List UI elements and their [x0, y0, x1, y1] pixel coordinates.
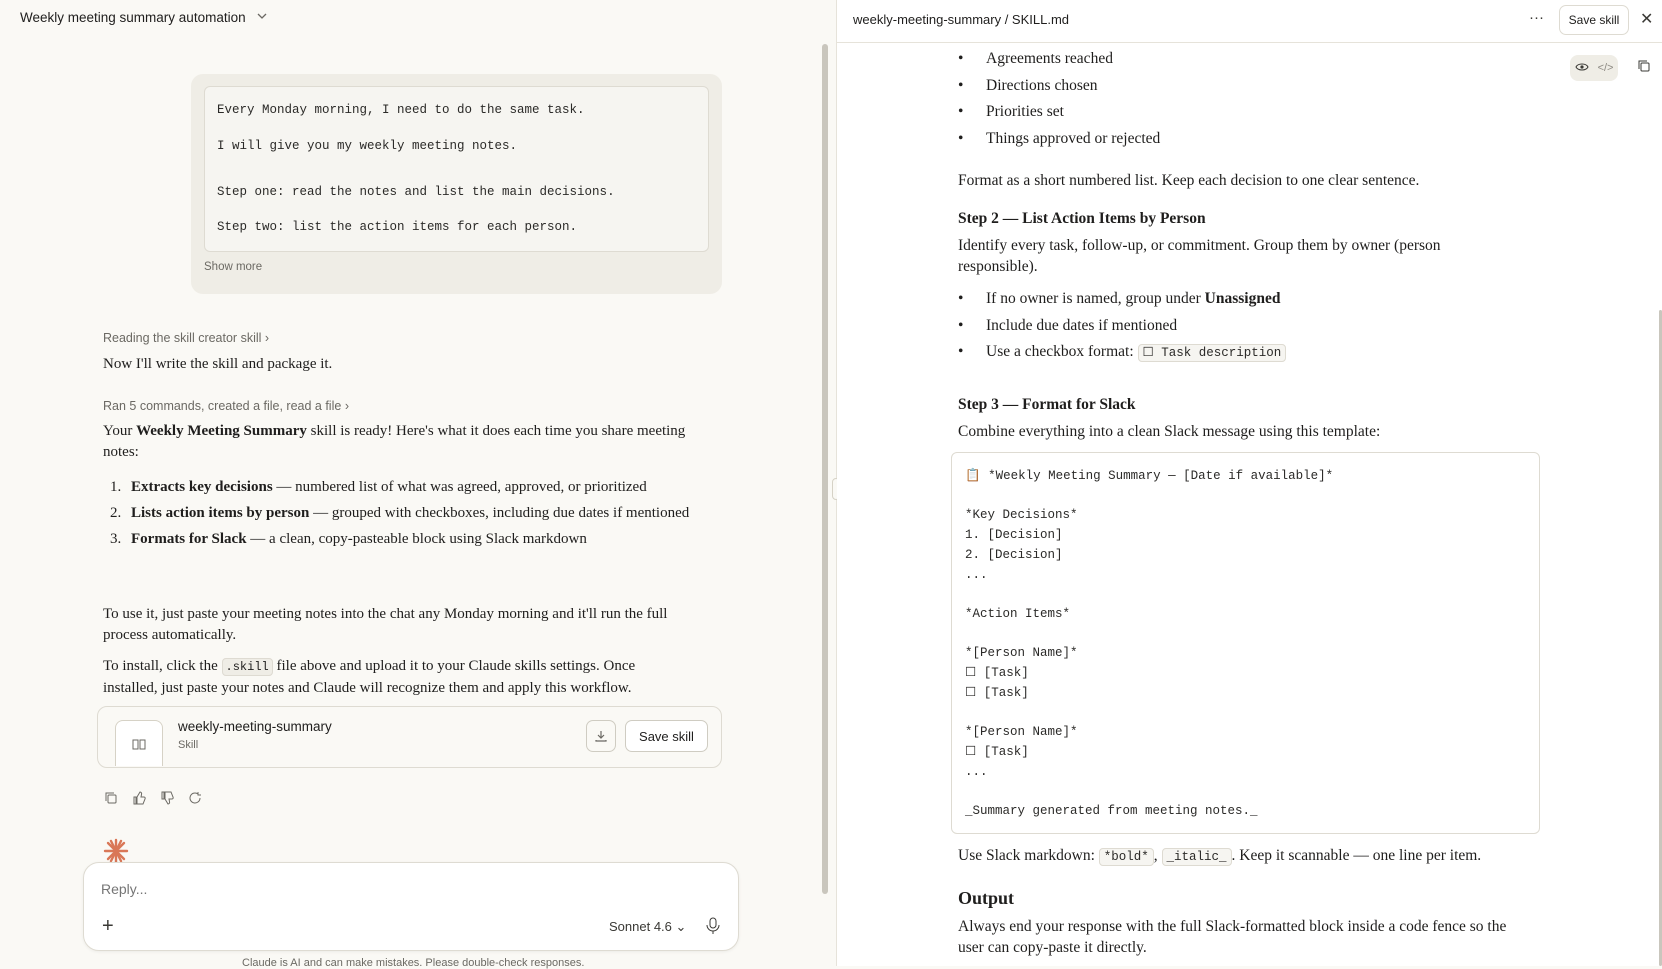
list-number: 2.: [110, 505, 122, 521]
output-heading-wrap: [958, 888, 1478, 909]
skill-file-card[interactable]: [97, 706, 722, 768]
reading-skill-label: Reading the skill creator skill: [103, 331, 262, 345]
install-paragraph: [103, 656, 693, 699]
reading-skill-link[interactable]: [103, 331, 269, 345]
bullet-text: If no owner is named, group under: [986, 290, 1205, 307]
file-preview-panel: [837, 0, 1662, 966]
file-breadcrumb: weekly-meeting-summary / SKILL.md: [853, 12, 1070, 27]
list-bold: Formats for Slack: [131, 531, 247, 547]
disclaimer: Claude is AI and can make mistakes. Please double-check responses.: [242, 957, 585, 969]
save-skill-button[interactable]: Save skill: [1559, 5, 1629, 35]
slack-sep: ,: [1153, 847, 1162, 864]
download-icon: [594, 729, 608, 743]
install-post: file above and upload it to your Claude skills settings. Once installed, just paste your notes and Claude will recognize them and apply this workflow.: [103, 658, 636, 696]
bullet-bold: Unassigned: [1204, 290, 1281, 307]
output-text: Always end your response with the full Slack-formatted block inside a code fence so the user can copy-paste it directly.: [958, 918, 1507, 956]
step2-text: Identify every task, follow-up, or commitment. Group them by owner (person responsible).: [958, 237, 1441, 275]
slack-template-code: 📋 *Weekly Meeting Summary — [Date if available]* *Key Decisions* 1. [Decision] 2. [Decision] ... *Action Items* *[Person Name]* ☐ [Task] ☐ [Task] *[Person Name]* ☐ [Task] ... _Summary generated from meeting notes._: [951, 452, 1540, 834]
list-number: 1.: [110, 479, 122, 495]
model-label: Sonnet 4.6: [609, 919, 672, 934]
microphone-icon[interactable]: [706, 917, 720, 940]
bullet-text: Include due dates if mentioned: [986, 316, 1178, 334]
model-selector[interactable]: [609, 919, 686, 935]
list-item: • Priorities set: [958, 103, 1064, 120]
prompt-line: Step two: list the action items for each person.: [217, 220, 578, 235]
reply-input[interactable]: [101, 881, 501, 897]
thumbs-up-icon[interactable]: [131, 790, 146, 805]
add-attachment-icon[interactable]: +: [102, 915, 114, 937]
bullet-text: Agreements reached: [986, 50, 1113, 67]
prompt-line: I will give you my weekly meeting notes.: [217, 138, 518, 153]
list-item: • If no owner is named, group under Unassigned: [958, 290, 1281, 307]
chevron-down-icon: ⌄: [675, 919, 687, 934]
inline-code: *bold*: [1099, 848, 1154, 866]
conversation-title-bar[interactable]: [20, 10, 268, 25]
view-toggle[interactable]: [1570, 55, 1618, 81]
step2-heading-wrap: [958, 208, 1478, 229]
copy-icon[interactable]: [103, 790, 118, 805]
slack-pre: Use Slack markdown:: [958, 847, 1099, 864]
code-view-icon[interactable]: </>: [1597, 62, 1614, 74]
prompt-text: [204, 86, 709, 252]
list-item: [110, 528, 690, 550]
prompt-line: Step one: read the notes and list the main decisions.: [217, 184, 615, 199]
header-divider: [837, 42, 1662, 43]
output-heading: Output: [958, 888, 1015, 908]
install-code: .skill: [222, 658, 273, 676]
list-item: • Directions chosen: [958, 76, 1098, 94]
slack-markdown-text: [958, 845, 1518, 868]
commands-label: Ran 5 commands, created a file, read a file: [103, 399, 342, 413]
inline-code: ☐ Task description: [1138, 344, 1287, 362]
chevron-right-icon: ›: [264, 331, 270, 345]
show-more-link[interactable]: Show more: [204, 261, 263, 273]
retry-icon[interactable]: [187, 790, 202, 805]
install-pre: To install, click the: [103, 658, 222, 674]
status-text: Now I'll write the skill and package it.: [103, 356, 333, 372]
list-rest: — grouped with checkboxes, including due dates if mentioned: [309, 505, 690, 521]
skill-title: Weekly Meeting Summary: [136, 423, 307, 439]
thumbs-down-icon[interactable]: [159, 790, 174, 805]
step2-heading: Step 2 — List Action Items by Person: [958, 210, 1206, 227]
conversation-title[interactable]: Weekly meeting summary automation: [20, 10, 246, 25]
step3-text: Combine everything into a clean Slack message using this template:: [958, 423, 1381, 440]
step3-heading-wrap: [958, 394, 1478, 415]
commands-link[interactable]: [103, 399, 349, 413]
download-button[interactable]: [586, 720, 616, 752]
list-bold: Extracts key decisions: [131, 479, 273, 495]
list-item: [110, 476, 690, 498]
save-skill-button[interactable]: Save skill: [625, 720, 708, 752]
step3-heading: Step 3 — Format for Slack: [958, 396, 1136, 413]
intro-post: skill is ready! Here's what it does each time you share meeting notes:: [103, 423, 686, 460]
format-text: Format as a short numbered list. Keep each decision to one clear sentence.: [958, 172, 1420, 189]
reply-box: [83, 862, 739, 951]
user-message: [191, 74, 722, 294]
prompt-line: Every Monday morning, I need to do the same task.: [217, 103, 585, 117]
chevron-down-icon[interactable]: [256, 10, 268, 25]
more-options-icon[interactable]: ···: [1529, 9, 1544, 26]
list-item: • Agreements reached: [958, 50, 1113, 67]
chevron-right-icon: ›: [344, 399, 349, 413]
bullet-text: Priorities set: [986, 103, 1064, 120]
book-icon: [115, 720, 163, 766]
skill-file-type: Skill: [178, 739, 199, 751]
intro-paragraph: [103, 421, 693, 463]
decisions-bullets: [958, 48, 1478, 154]
usage-paragraph: To use it, just paste your meeting notes into the chat any Monday morning and it'll run the full process automatically.: [103, 606, 668, 643]
list-item: [110, 502, 690, 524]
preview-eye-icon[interactable]: [1575, 62, 1589, 75]
bullet-text: Things approved or rejected: [986, 129, 1161, 147]
list-rest: — numbered list of what was agreed, approved, or prioritized: [272, 479, 647, 495]
slack-post: . Keep it scannable — one line per item.: [1231, 847, 1482, 864]
close-icon[interactable]: ✕: [1640, 11, 1654, 28]
features-list: [110, 476, 690, 554]
list-number: 3.: [110, 531, 122, 547]
action-item-bullets: [958, 288, 1478, 370]
skill-file-name: weekly-meeting-summary: [178, 719, 332, 734]
chat-scrollbar[interactable]: [822, 44, 828, 894]
list-item: • Use a checkbox format: ☐ Task description: [958, 341, 1478, 364]
copy-icon[interactable]: [1637, 59, 1651, 76]
bullet-text: Directions chosen: [986, 76, 1098, 94]
list-item: • Things approved or rejected: [958, 129, 1161, 147]
list-bold: Lists action items by person: [131, 505, 310, 521]
inline-code: _italic_: [1162, 848, 1232, 866]
bullet-text: Use a checkbox format:: [986, 343, 1138, 360]
intro-pre: Your: [103, 423, 137, 439]
message-actions: [103, 790, 202, 805]
list-rest: — a clean, copy-pasteable block using Slack markdown: [246, 531, 587, 547]
list-item: • Include due dates if mentioned: [958, 316, 1178, 334]
